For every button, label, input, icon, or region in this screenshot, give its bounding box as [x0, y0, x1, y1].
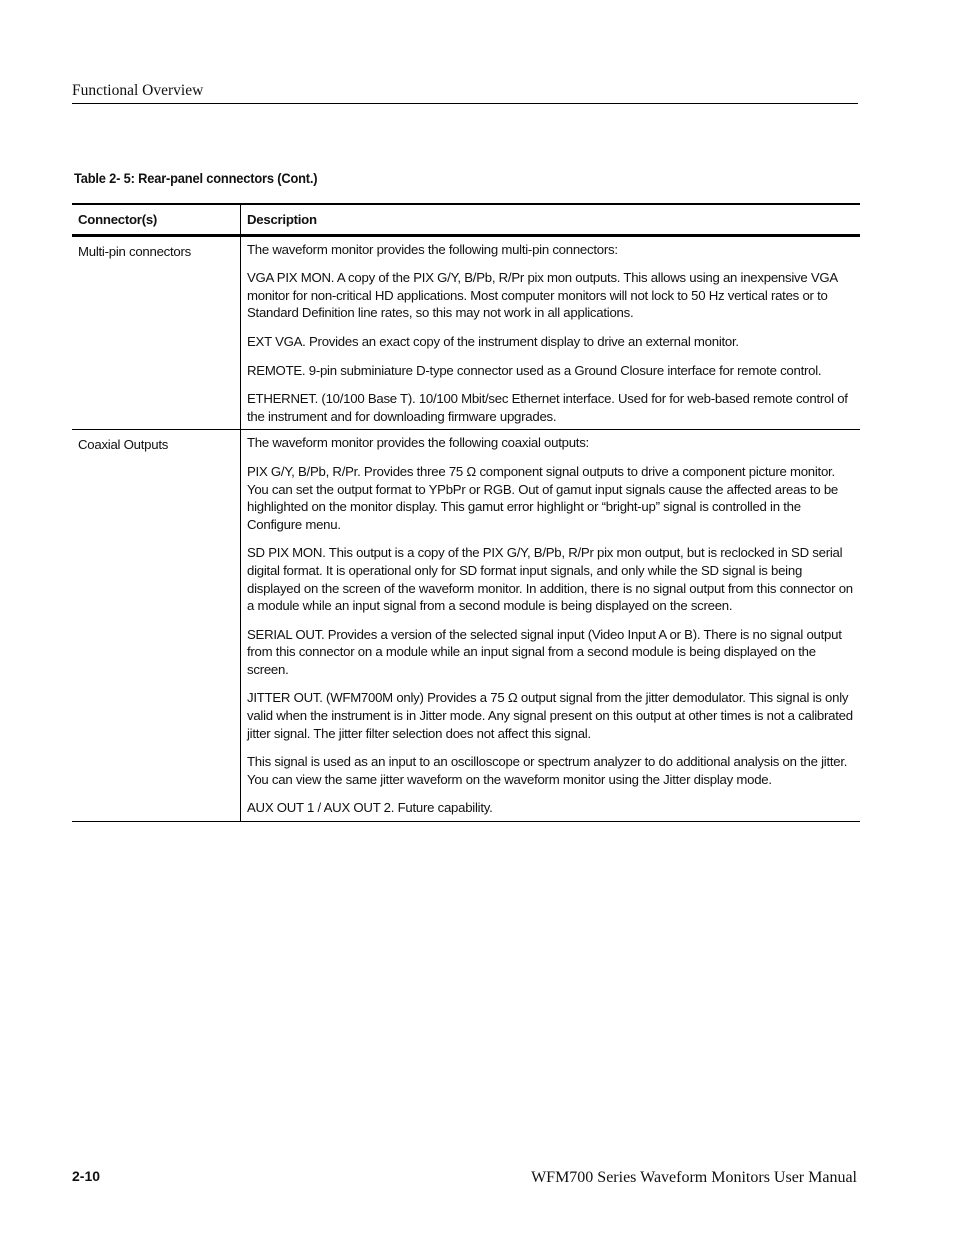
- description-paragraph: JITTER OUT. (WFM700M only) Provides a 75 Ω output signal from the jitter demodulator. This signal is only valid when the instrument is in Jitter mode. Any signal present on this output at other times is not a calibrated jitter signal. The jitter filter selection does not affect this signal.: [247, 690, 853, 741]
- table-header-row: [72, 204, 860, 235]
- table-row: [72, 430, 860, 822]
- description-cell: [241, 430, 861, 822]
- running-header: Functional Overview: [72, 82, 204, 99]
- table-row: [72, 235, 860, 430]
- column-header-connectors: Connector(s): [72, 204, 241, 235]
- description-paragraph: VGA PIX MON. A copy of the PIX G/Y, B/Pb, R/Pr pix mon outputs. This allows using an inexpensive VGA monitor for non-critical HD applications. Most computer monitors will not lock to 50 Hz vertical rates or to Standard Definition line rates, so this may not work in all applications.: [247, 270, 838, 321]
- connector-cell: Multi-pin connectors: [72, 235, 241, 430]
- description-paragraph: SERIAL OUT. Provides a version of the selected signal input (Video Input A or B). There is no signal output from this connector on a module while an input signal from a second module is being displayed on the screen.: [247, 626, 842, 677]
- column-header-description: Description: [241, 204, 861, 235]
- description-paragraph: EXT VGA. Provides an exact copy of the instrument display to drive an external monitor.: [247, 333, 739, 349]
- description-paragraph: REMOTE. 9-pin subminiature D-type connector used as a Ground Closure interface for remote control.: [247, 362, 822, 378]
- description-paragraph: AUX OUT 1 / AUX OUT 2. Future capability.: [247, 800, 493, 816]
- description-paragraph: The waveform monitor provides the following coaxial outputs:: [247, 435, 589, 451]
- description-paragraph: SD PIX MON. This output is a copy of the PIX G/Y, B/Pb, R/Pr pix mon output, but is reclocked in SD serial digital format. It is operational only for SD format input signals, and only while the SD signal is being displayed on the screen of the waveform monitor. In addition, there is no signal output from this connector on a module while an input signal from a second module is being displayed on the screen.: [247, 545, 853, 614]
- description-paragraph: This signal is used as an input to an oscilloscope or spectrum analyzer to do additional analysis on the jitter. You can view the same jitter waveform on the waveform monitor using the Jitter display mode.: [247, 754, 848, 787]
- connector-cell: Coaxial Outputs: [72, 430, 241, 822]
- description-paragraph: PIX G/Y, B/Pb, R/Pr. Provides three 75 Ω component signal outputs to drive a component picture monitor. You can set the output format to YPbPr or RGB. Out of gamut input signals cause the affected areas to be highlighted on the monitor display. This gamut error highlight or “bright-up” signal is controlled in the Configure menu.: [247, 463, 839, 532]
- description-cell: [241, 235, 861, 430]
- manual-title: WFM700 Series Waveform Monitors User Manual: [531, 1169, 857, 1186]
- table-title: Table 2- 5: Rear-panel connectors (Cont.): [74, 170, 318, 186]
- description-paragraph: The waveform monitor provides the following multi-pin connectors:: [247, 241, 618, 257]
- header-rule: [72, 103, 858, 104]
- description-paragraph: ETHERNET. (10/100 Base T). 10/100 Mbit/sec Ethernet interface. Used for for web-based remote control of the instrument and for downloading firmware upgrades.: [247, 391, 848, 424]
- connectors-table: [72, 203, 860, 822]
- page-number: 2-10: [72, 1168, 101, 1184]
